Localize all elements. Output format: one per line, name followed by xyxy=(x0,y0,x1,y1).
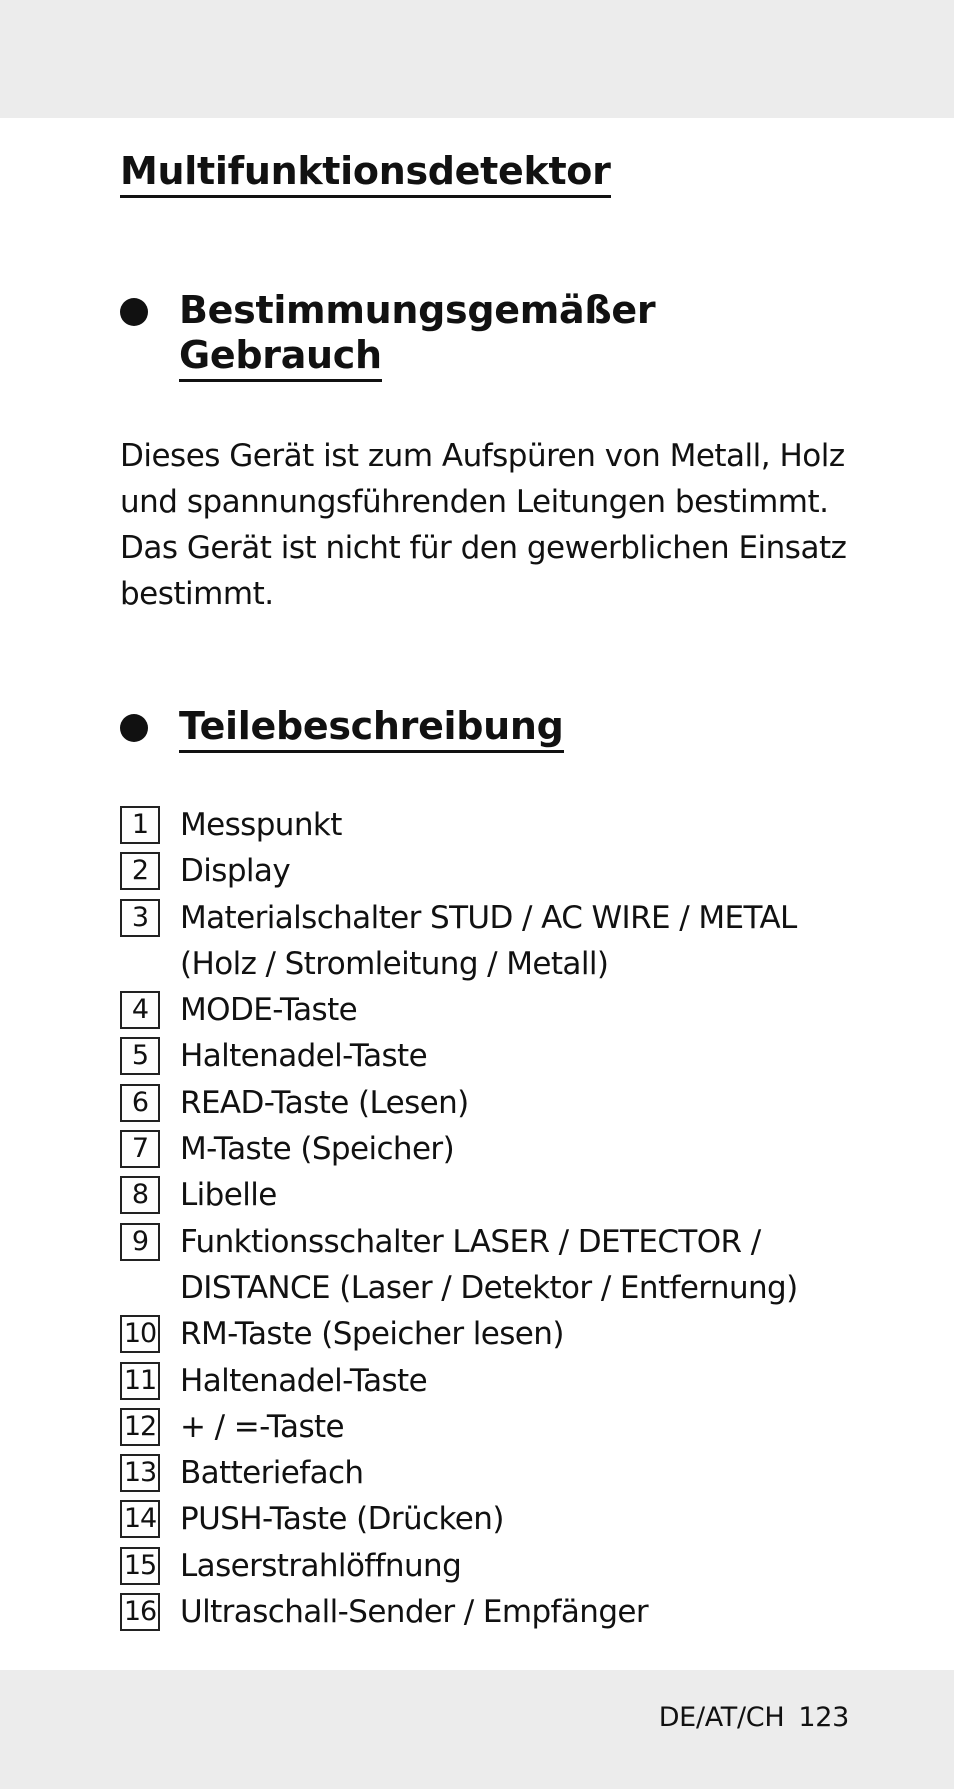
part-label-line: DISTANCE (Laser / Detektor / Entfernung) xyxy=(180,1269,798,1306)
part-label xyxy=(180,1404,798,1450)
part-label xyxy=(180,1589,798,1635)
part-number-box: 4 xyxy=(120,991,160,1029)
paragraph-line: und spannungsführenden Leitungen bestimmt. xyxy=(120,484,829,520)
part-label-line: Laserstrahlöffnung xyxy=(180,1547,462,1584)
list-item xyxy=(120,802,798,848)
list-item xyxy=(120,1126,798,1172)
part-number-box: 1 xyxy=(120,806,160,844)
top-margin-band xyxy=(0,0,954,118)
section-heading-parts xyxy=(179,704,564,753)
list-item xyxy=(120,1080,798,1126)
parts-list xyxy=(120,802,798,1635)
part-number-box: 13 xyxy=(120,1454,160,1492)
part-label xyxy=(180,1172,798,1218)
part-number-box: 7 xyxy=(120,1130,160,1168)
paragraph-line: Dieses Gerät ist zum Aufspüren von Metall, Holz xyxy=(120,438,845,474)
list-item xyxy=(120,1358,798,1404)
part-label-line: (Holz / Stromleitung / Metall) xyxy=(180,945,609,982)
part-label-line: MODE-Taste xyxy=(180,992,358,1029)
list-item xyxy=(120,1311,798,1357)
part-label-line: Haltenadel-Taste xyxy=(180,1038,428,1075)
part-number-box: 2 xyxy=(120,852,160,890)
heading-line: Bestimmungsgemäßer xyxy=(179,288,656,332)
part-number-box: 12 xyxy=(120,1408,160,1446)
part-number-box: 10 xyxy=(120,1315,160,1353)
part-label-line: Haltenadel-Taste xyxy=(180,1362,428,1399)
list-item xyxy=(120,895,798,988)
part-number-box: 6 xyxy=(120,1084,160,1122)
part-label xyxy=(180,1543,798,1589)
part-number-box: 11 xyxy=(120,1362,160,1400)
part-label xyxy=(180,987,798,1033)
page-footer xyxy=(659,1698,849,1738)
part-label-line: RM-Taste (Speicher lesen) xyxy=(180,1316,564,1353)
list-item xyxy=(120,1033,798,1079)
part-label-line: Funktionsschalter LASER / DETECTOR / xyxy=(180,1223,761,1260)
bullet-icon xyxy=(120,714,148,742)
part-label xyxy=(180,1311,798,1357)
list-item xyxy=(120,848,798,894)
part-label xyxy=(180,1219,798,1312)
heading-line: Teilebeschreibung xyxy=(179,704,564,753)
page-number: 123 xyxy=(798,1702,849,1733)
list-item xyxy=(120,987,798,1033)
list-item xyxy=(120,1172,798,1218)
part-label-line: + / =-Taste xyxy=(180,1408,345,1445)
part-label xyxy=(180,848,798,894)
part-label xyxy=(180,1126,798,1172)
part-label-line: Materialschalter STUD / AC WIRE / METAL xyxy=(180,899,797,936)
list-item xyxy=(120,1543,798,1589)
part-number-box: 15 xyxy=(120,1547,160,1585)
part-label xyxy=(180,1080,798,1126)
list-item xyxy=(120,1450,798,1496)
part-label xyxy=(180,1496,798,1542)
list-item xyxy=(120,1496,798,1542)
list-item xyxy=(120,1219,798,1312)
part-label-line: Display xyxy=(180,853,291,890)
bullet-icon xyxy=(120,298,148,326)
list-item xyxy=(120,1404,798,1450)
part-label-line: Ultraschall-Sender / Empfänger xyxy=(180,1594,649,1631)
part-label-line: Batteriefach xyxy=(180,1455,364,1492)
part-number-box: 5 xyxy=(120,1037,160,1075)
part-label-line: Libelle xyxy=(180,1177,277,1214)
paragraph-line: Das Gerät ist nicht für den gewerblichen Einsatz xyxy=(120,530,847,566)
heading-line: Gebrauch xyxy=(179,333,382,382)
part-label xyxy=(180,802,798,848)
part-label-line: READ-Taste (Lesen) xyxy=(180,1084,469,1121)
part-number-box: 14 xyxy=(120,1500,160,1538)
part-number-box: 9 xyxy=(120,1223,160,1261)
part-label-line: Messpunkt xyxy=(180,807,342,843)
part-label xyxy=(180,895,798,988)
locale-label: DE/AT/CH xyxy=(658,1702,785,1733)
part-label xyxy=(180,1450,798,1496)
part-label xyxy=(180,1358,798,1404)
part-label-line: M-Taste (Speicher) xyxy=(180,1131,455,1168)
part-label xyxy=(180,1033,798,1079)
part-label-line: PUSH-Taste (Drücken) xyxy=(180,1501,504,1538)
part-number-box: 16 xyxy=(120,1593,160,1631)
paragraph-line: bestimmt. xyxy=(120,576,274,612)
section-heading-intended-use xyxy=(179,288,655,382)
intended-use-paragraph xyxy=(120,433,847,617)
part-number-box: 3 xyxy=(120,899,160,937)
document-title: Multifunktionsdetektor xyxy=(120,148,611,198)
part-number-box: 8 xyxy=(120,1176,160,1214)
list-item xyxy=(120,1589,798,1635)
